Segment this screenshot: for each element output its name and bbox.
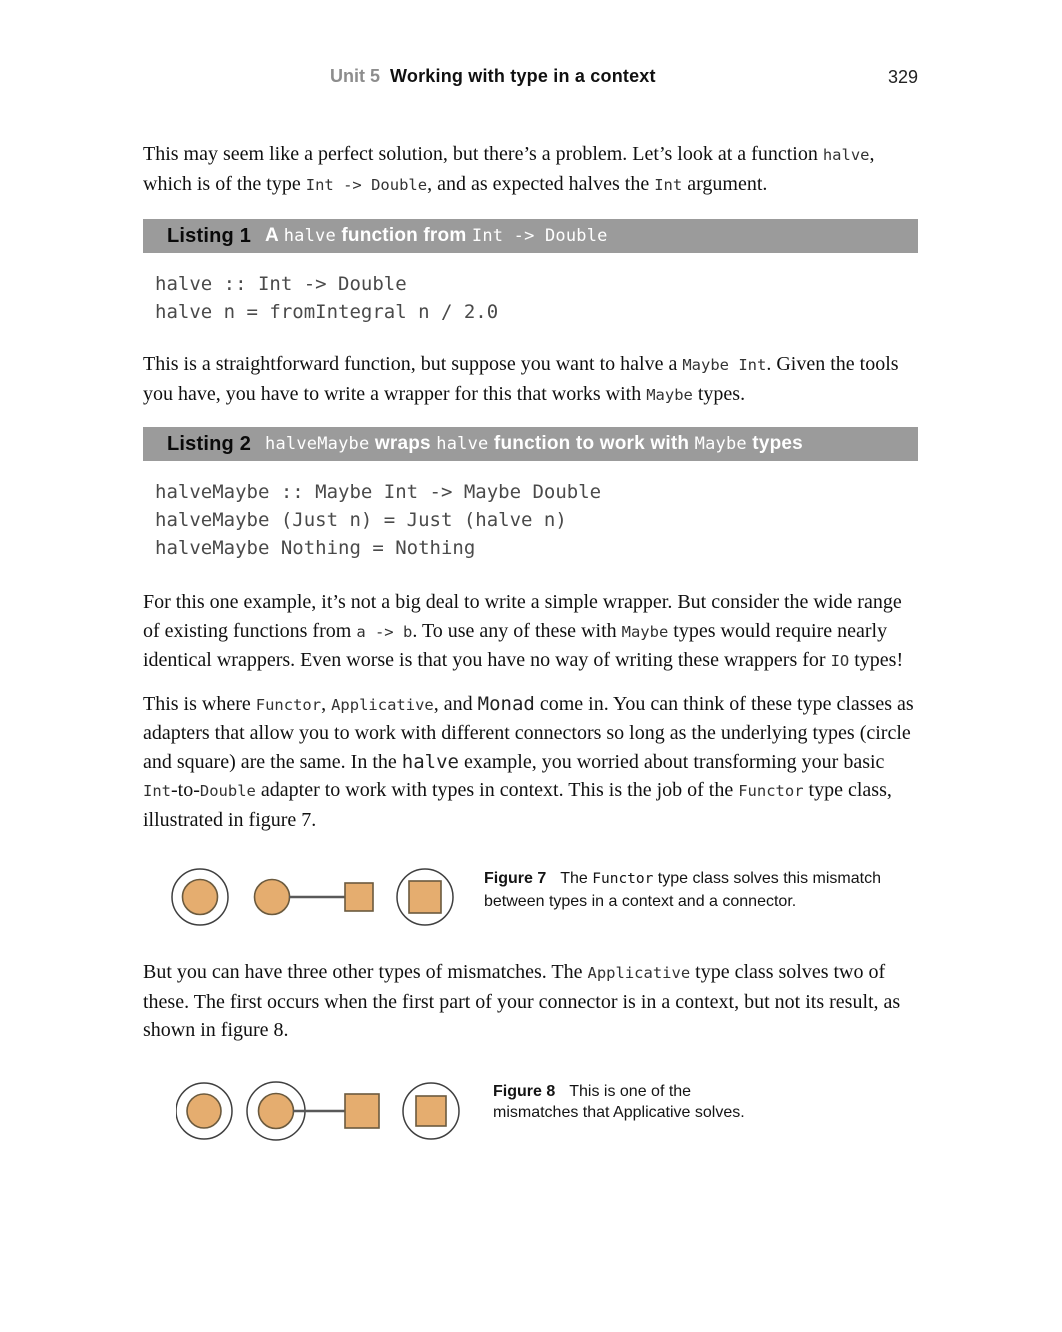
code-line: halve :: Int -> Double (155, 273, 407, 295)
circle-in-context (172, 869, 228, 925)
type-circle (259, 1093, 294, 1128)
paragraph-straightforward: This is a straightforward function, but suppose you want to halve a Maybe Int. Given the tools you have, you have to write a wrapper for this that works with Maybe types. (143, 353, 899, 405)
inline-code: halve (401, 750, 459, 773)
inline-code: Maybe Int (682, 356, 767, 374)
inline-code: Maybe (621, 622, 669, 641)
type-square (416, 1096, 446, 1126)
listing-2-title: halveMaybe wraps halve function to work with Maybe types (265, 433, 803, 454)
code-line: halveMaybe Nothing = Nothing (155, 537, 476, 559)
inline-code: a -> b (356, 622, 413, 641)
figure-8 (143, 1071, 918, 1151)
paragraph-mismatches: But you can have three other types of mismatches. The Applicative type class solves two of these. The first occurs when the first part of your connector is in a context, but not its result, as shown in figure 8. (143, 961, 901, 1041)
listing-1-code (143, 270, 918, 326)
code-line: halveMaybe (Just n) = Just (halve n) (155, 509, 567, 531)
paragraph-typeclasses: This is where Functor, Applicative, and Monad come in. You can think of these type classes as adapters that allow you to work with different connectors so long as the underlying types (circle and square) are the same. In the halve example, you worried about transforming your basic Int-to-Double adapter to work with types in context. This is the job of the Functor type class, illustrated in figure 7. (143, 692, 914, 831)
inline-code: halve (436, 434, 489, 454)
inline-code: Functor (255, 695, 322, 714)
inline-code: Functor (738, 782, 804, 800)
listing-1-label: Listing 1 (167, 224, 252, 247)
figure-7 (143, 858, 918, 936)
figure-7-diagram (171, 858, 456, 936)
paragraph-wrappers: For this one example, it’s not a big deal to write a simple wrapper. But consider the wide range of existing functions from a -> b. To use any of these with Maybe types would require nearly identical wrappers. Even worse is that you have no way of writing these wrappers for IO types! (143, 591, 904, 671)
paragraph-intro: This may seem like a perfect solution, but there’s a problem. Let’s look at a function halve, which is of the type Int -> Double, and as expected halves the Int argument. (143, 143, 875, 195)
circle-square-connector (255, 880, 374, 915)
inline-code: IO (830, 652, 850, 670)
inline-code: Double (199, 782, 256, 800)
listing-2-header (143, 427, 918, 461)
figure-8-caption (493, 1071, 765, 1124)
figure-7-label: Figure 7 (484, 870, 547, 887)
inline-code: Maybe (646, 385, 693, 404)
figure-8-caption-text: This is one of the mismatches that Applicative solves. (493, 1082, 745, 1121)
running-header (143, 0, 918, 88)
figure-8-diagram (176, 1071, 466, 1151)
listing-2-code (143, 478, 918, 562)
unit-label: Unit 5 (330, 66, 381, 86)
circle-in-context (176, 1083, 232, 1139)
square-in-context (397, 869, 453, 925)
inline-code: Int -> Double (305, 175, 428, 194)
type-circle (183, 880, 218, 915)
inline-code: Maybe (694, 434, 747, 454)
figure-7-caption-text: The Functor type class solves this mismatch between types in a context and a connector. (484, 870, 881, 910)
chapter-title: Working with type in a context (390, 66, 656, 86)
listing-2-label: Listing 2 (167, 432, 252, 455)
figure-8-label: Figure 8 (493, 1082, 556, 1100)
inline-code: Int (143, 782, 171, 800)
inline-code: Applicative (331, 695, 434, 714)
code-line: halve n = fromIntegral n / 2.0 (155, 301, 499, 323)
page-number: 329 (887, 67, 918, 87)
inline-code: halve (283, 226, 336, 246)
inline-code: Functor (592, 871, 654, 887)
inline-code: Int -> Double (471, 226, 608, 246)
inline-code: Int (654, 175, 683, 194)
circle-in-context-with-connector (247, 1082, 345, 1140)
inline-code: Monad (477, 692, 535, 715)
figure-7-caption (484, 858, 918, 912)
type-square (345, 883, 373, 911)
type-square (345, 1094, 379, 1128)
type-circle (255, 880, 290, 915)
inline-code: Applicative (587, 964, 691, 982)
type-square (409, 881, 441, 913)
inline-code: halve (822, 146, 870, 164)
inline-code: halveMaybe (265, 434, 370, 454)
listing-1-header (143, 219, 918, 253)
listing-1-title: A halve function from Int -> Double (265, 225, 608, 246)
type-circle (187, 1094, 221, 1128)
code-line: halveMaybe :: Maybe Int -> Maybe Double (155, 481, 602, 503)
square-in-context (403, 1083, 459, 1139)
